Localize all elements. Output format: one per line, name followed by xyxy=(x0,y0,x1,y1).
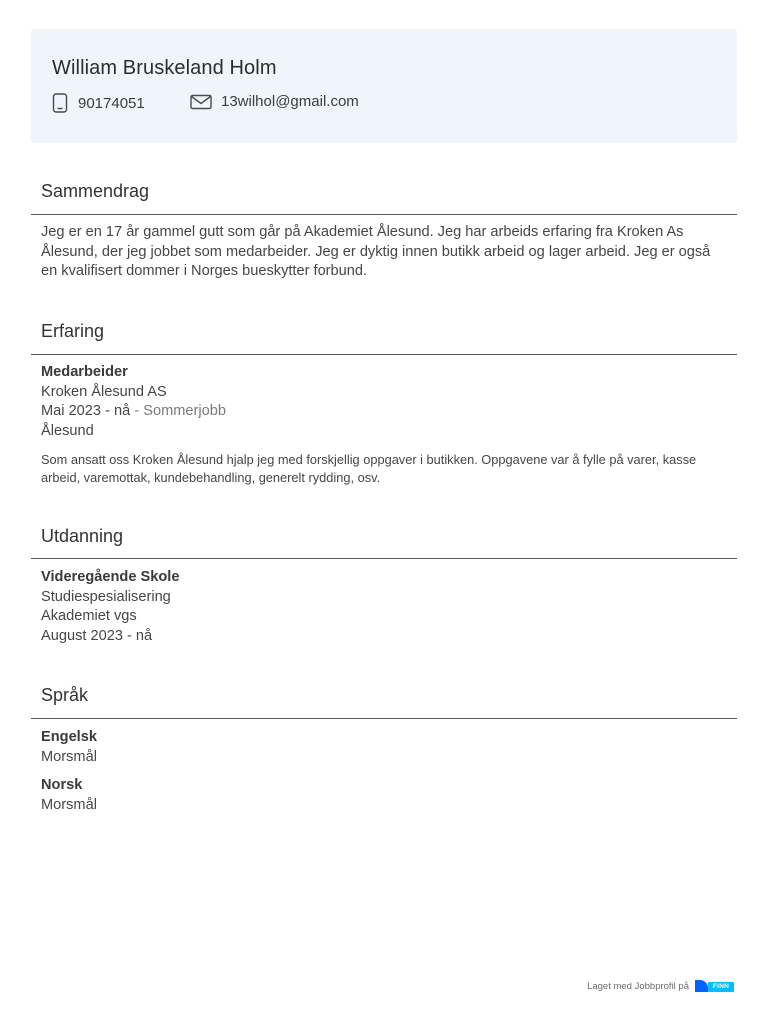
profile-header xyxy=(31,29,737,143)
education-school: Akademiet vgs xyxy=(41,608,137,625)
person-name: William Bruskeland Holm xyxy=(52,57,277,79)
finn-logo[interactable] xyxy=(695,980,735,992)
summary-text xyxy=(41,223,710,282)
language-item xyxy=(41,776,97,815)
education-divider xyxy=(31,558,737,559)
education-level: Videregående Skole xyxy=(41,569,180,585)
email-address[interactable]: 13wilhol@gmail.com xyxy=(221,93,359,110)
phone-icon xyxy=(52,93,68,113)
email-contact xyxy=(190,93,359,110)
envelope-icon xyxy=(190,94,212,110)
summary-line: en kvalifisert dommer i Norges bueskytter forbund. xyxy=(41,263,368,280)
experience-entry xyxy=(41,363,226,441)
job-period: Mai 2023 - nå xyxy=(41,403,131,420)
languages-heading: Språk xyxy=(41,685,89,705)
phone-number[interactable]: 90174051 xyxy=(78,94,145,112)
experience-heading: Erfaring xyxy=(41,321,105,341)
job-description-line: Som ansatt oss Kroken Ålesund hjalp jeg med forskjellig oppgaver i butikken. Oppgavene var å fylle på varer, kasse xyxy=(41,452,697,467)
experience-divider xyxy=(31,354,737,355)
job-period-line xyxy=(41,402,226,422)
employer-name: Kroken Ålesund AS xyxy=(41,383,167,400)
education-entry xyxy=(41,568,179,646)
languages-divider xyxy=(31,718,737,719)
footer-text: Laget med Jobbprofil på xyxy=(587,980,689,992)
job-location: Ålesund xyxy=(41,422,94,439)
phone-contact xyxy=(52,93,145,113)
summary-divider xyxy=(31,214,737,215)
language-name: Norsk xyxy=(41,777,83,793)
job-description-line: arbeid, varemottak, kundebehandling, generelt rydding, osv. xyxy=(41,470,381,485)
finn-logo-mark xyxy=(695,980,708,992)
summary-line: Ålesund, der jeg jobbet som medarbeider. Jeg er dyktig innen butikk arbeid og lager arbeid. Jeg er også xyxy=(41,243,711,260)
finn-logo-text: FINN xyxy=(708,982,734,992)
job-description xyxy=(41,451,741,487)
summary-line: Jeg er en 17 år gammel gutt som går på Akademiet Ålesund. Jeg har arbeids erfaring fra Kroken As xyxy=(41,224,684,240)
footer xyxy=(587,980,735,992)
education-program: Studiespesialisering xyxy=(41,588,171,605)
language-name: Engelsk xyxy=(41,729,97,745)
language-level: Morsmål xyxy=(41,748,97,765)
job-type: - Sommerjobb xyxy=(130,403,226,420)
job-title: Medarbeider xyxy=(41,364,128,380)
language-level: Morsmål xyxy=(41,796,97,813)
language-item xyxy=(41,728,97,767)
education-period: August 2023 - nå xyxy=(41,627,153,644)
summary-heading: Sammendrag xyxy=(41,181,150,201)
education-heading: Utdanning xyxy=(41,526,124,546)
